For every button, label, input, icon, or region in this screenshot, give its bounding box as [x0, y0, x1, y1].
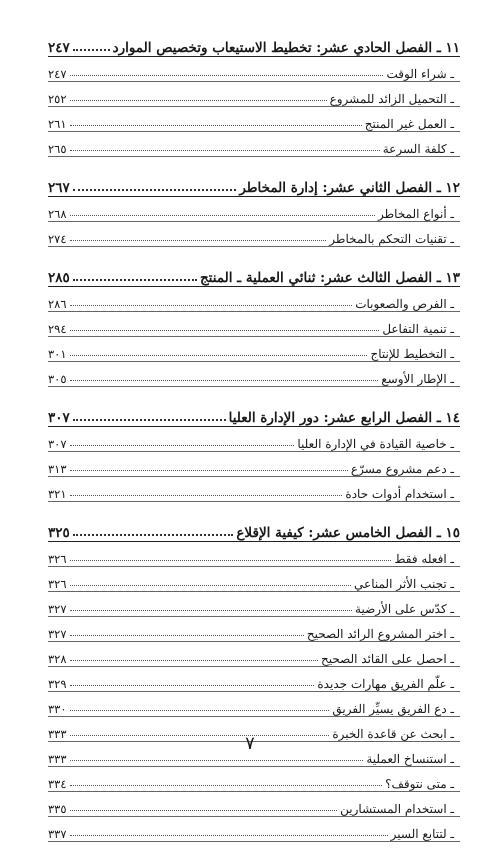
entry-page-number: ٣٢١	[48, 487, 67, 501]
page-number: ٧	[245, 733, 255, 754]
entry-page-number: ٣٢٨	[48, 652, 67, 666]
entry-title: ـ استنساخ العملية	[366, 752, 454, 766]
entry-title: ـ التخطيط للإنتاج	[370, 347, 454, 361]
toc-entry[interactable]	[48, 792, 460, 817]
entry-page-number: ٣٠٧	[48, 437, 67, 451]
entry-page-number: ٢٦٥	[48, 142, 67, 156]
entry-page-number: ٣٢٧	[48, 602, 67, 616]
dot-leader	[70, 659, 318, 661]
dot-leader	[70, 559, 392, 561]
dot-leader	[70, 239, 327, 241]
toc-chapter	[48, 517, 460, 842]
toc-entry[interactable]	[48, 107, 460, 132]
entry-title: ـ أنواع المخاطر	[377, 207, 454, 221]
dot-leader	[70, 684, 315, 686]
chapter-heading[interactable]	[48, 402, 460, 427]
chapter-title: ١٥ ـ الفصل الخامس عشر: كيفية الإقلاع	[236, 525, 460, 541]
chapter-title: ١٢ ـ الفصل الثاني عشر: إدارة المخاطر	[239, 180, 460, 196]
dot-leader	[70, 444, 295, 446]
toc-chapter	[48, 262, 460, 387]
dot-leader	[70, 809, 338, 811]
toc-entry[interactable]	[48, 477, 460, 502]
entry-title: ـ متى نتوقف؟	[385, 777, 454, 791]
entry-page-number: ٣٣٠	[48, 702, 67, 716]
chapter-heading[interactable]	[48, 32, 460, 57]
chapter-heading[interactable]	[48, 262, 460, 287]
dot-leader	[70, 304, 353, 306]
toc-entry[interactable]	[48, 692, 460, 717]
dot-leader	[70, 99, 327, 101]
toc-entry[interactable]	[48, 667, 460, 692]
entry-title: ـ ابحث عن قاعدة الخبرة	[332, 727, 454, 741]
entry-title: ـ العمل غير المنتج	[364, 117, 454, 131]
entry-title: ـ الإطار الأوسع	[381, 372, 454, 386]
entry-title: ـ تنمية التفاعل	[382, 322, 454, 336]
toc-entry[interactable]	[48, 82, 460, 107]
dot-leader	[70, 609, 352, 611]
dot-leader	[70, 124, 362, 126]
entry-page-number: ٢٨٦	[48, 297, 67, 311]
entry-title: ـ علّم الفريق مهارات جديدة	[317, 677, 454, 691]
entry-page-number: ٣٠٥	[48, 372, 67, 386]
toc-entry[interactable]	[48, 642, 460, 667]
toc-entry[interactable]	[48, 362, 460, 387]
entry-title: ـ افعله فقط	[394, 552, 454, 566]
dot-leader	[70, 329, 380, 331]
dot-leader	[70, 834, 388, 836]
toc-entry[interactable]	[48, 312, 460, 337]
dot-leader	[70, 149, 380, 151]
chapter-page-number: ٢٤٧	[48, 40, 70, 56]
dot-leader	[73, 418, 226, 421]
entry-page-number: ٣٣٥	[48, 802, 67, 816]
dot-leader	[70, 494, 343, 496]
dot-leader	[70, 784, 383, 786]
entry-page-number: ٢٤٧	[48, 67, 67, 81]
toc-entry[interactable]	[48, 617, 460, 642]
chapter-heading[interactable]	[48, 517, 460, 542]
chapter-page-number: ٣٢٥	[48, 525, 70, 541]
entry-page-number: ٢٥٢	[48, 92, 67, 106]
toc-entry[interactable]	[48, 817, 460, 842]
dot-leader	[70, 584, 352, 586]
entry-title: ـ شراء الوقت	[386, 67, 454, 81]
entry-page-number: ٣٣٣	[48, 727, 67, 741]
dot-leader	[73, 188, 237, 191]
dot-leader	[73, 48, 110, 51]
entry-title: ـ استخدام المستشارين	[340, 802, 454, 816]
entry-page-number: ٢٦١	[48, 117, 67, 131]
chapter-heading[interactable]	[48, 172, 460, 197]
entry-page-number: ٢٧٤	[48, 232, 67, 246]
chapter-title: ١٤ ـ الفصل الرابع عشر: دور الإدارة العليا	[228, 410, 460, 426]
toc-entry[interactable]	[48, 337, 460, 362]
entry-page-number: ٣٢٦	[48, 552, 67, 566]
toc-entry[interactable]	[48, 452, 460, 477]
entry-page-number: ٣٢٦	[48, 577, 67, 591]
entry-title: ـ كلفة السرعة	[382, 142, 454, 156]
chapter-page-number: ٢٦٧	[48, 180, 70, 196]
chapter-page-number: ٢٨٥	[48, 270, 70, 286]
entry-page-number: ٣٣٣	[48, 752, 67, 766]
dot-leader	[73, 533, 234, 536]
toc-entry[interactable]	[48, 57, 460, 82]
entry-page-number: ٣٢٩	[48, 677, 67, 691]
dot-leader	[70, 379, 379, 381]
chapter-title: ١١ ـ الفصل الحادي عشر: تخطيط الاستيعاب وتخصيص الموارد	[112, 40, 460, 56]
toc-entry[interactable]	[48, 197, 460, 222]
entry-page-number: ٣٣٧	[48, 827, 67, 841]
entry-page-number: ٣١٣	[48, 462, 67, 476]
toc-entry[interactable]	[48, 542, 460, 567]
entry-title: ـ كدّس على الأرضية	[355, 602, 454, 616]
entry-title: ـ استخدام أدوات حادة	[345, 487, 454, 501]
toc-entry[interactable]	[48, 222, 460, 247]
toc-entry[interactable]	[48, 427, 460, 452]
entry-title: ـ اختر المشروع الرائد الصحيح	[306, 627, 454, 641]
toc-entry[interactable]	[48, 767, 460, 792]
dot-leader	[70, 469, 348, 471]
toc-entry[interactable]	[48, 132, 460, 157]
entry-title: ـ تقنيات التحكم بالمخاطر	[329, 232, 454, 246]
toc-entry[interactable]	[48, 287, 460, 312]
toc-entry[interactable]	[48, 592, 460, 617]
entry-title: ـ التحميل الزائد للمشروع	[329, 92, 454, 106]
entry-page-number: ٣٣٤	[48, 777, 67, 791]
toc-chapter	[48, 32, 460, 157]
entry-title: ـ لتتابع السير	[390, 827, 454, 841]
dot-leader	[70, 74, 384, 76]
entry-title: ـ احصل على القائد الصحيح	[320, 652, 454, 666]
entry-title: ـ دع الفريق يسيِّر الفريق	[332, 702, 454, 716]
entry-page-number: ٢٩٤	[48, 322, 67, 336]
dot-leader	[70, 214, 375, 216]
chapter-page-number: ٣٠٧	[48, 410, 70, 426]
dot-leader	[73, 278, 197, 281]
entry-title: ـ خاصية القيادة في الإدارة العليا	[297, 437, 454, 451]
dot-leader	[70, 354, 368, 356]
entry-title: ـ الفرص والصعوبات	[355, 297, 454, 311]
dot-leader	[70, 709, 330, 711]
entry-title: ـ دعم مشروع مسرّع	[350, 462, 454, 476]
entry-page-number: ٣٠١	[48, 347, 67, 361]
entry-title: ـ تجنب الأثر المناعي	[354, 577, 454, 591]
dot-leader	[70, 759, 364, 761]
toc-entry[interactable]	[48, 567, 460, 592]
chapter-title: ١٣ ـ الفصل الثالث عشر: ثنائي العملية ـ المنتج	[199, 270, 460, 286]
dot-leader	[70, 634, 304, 636]
entry-page-number: ٢٦٨	[48, 207, 67, 221]
entry-page-number: ٣٢٧	[48, 627, 67, 641]
toc-chapter	[48, 172, 460, 247]
toc-chapter	[48, 402, 460, 502]
